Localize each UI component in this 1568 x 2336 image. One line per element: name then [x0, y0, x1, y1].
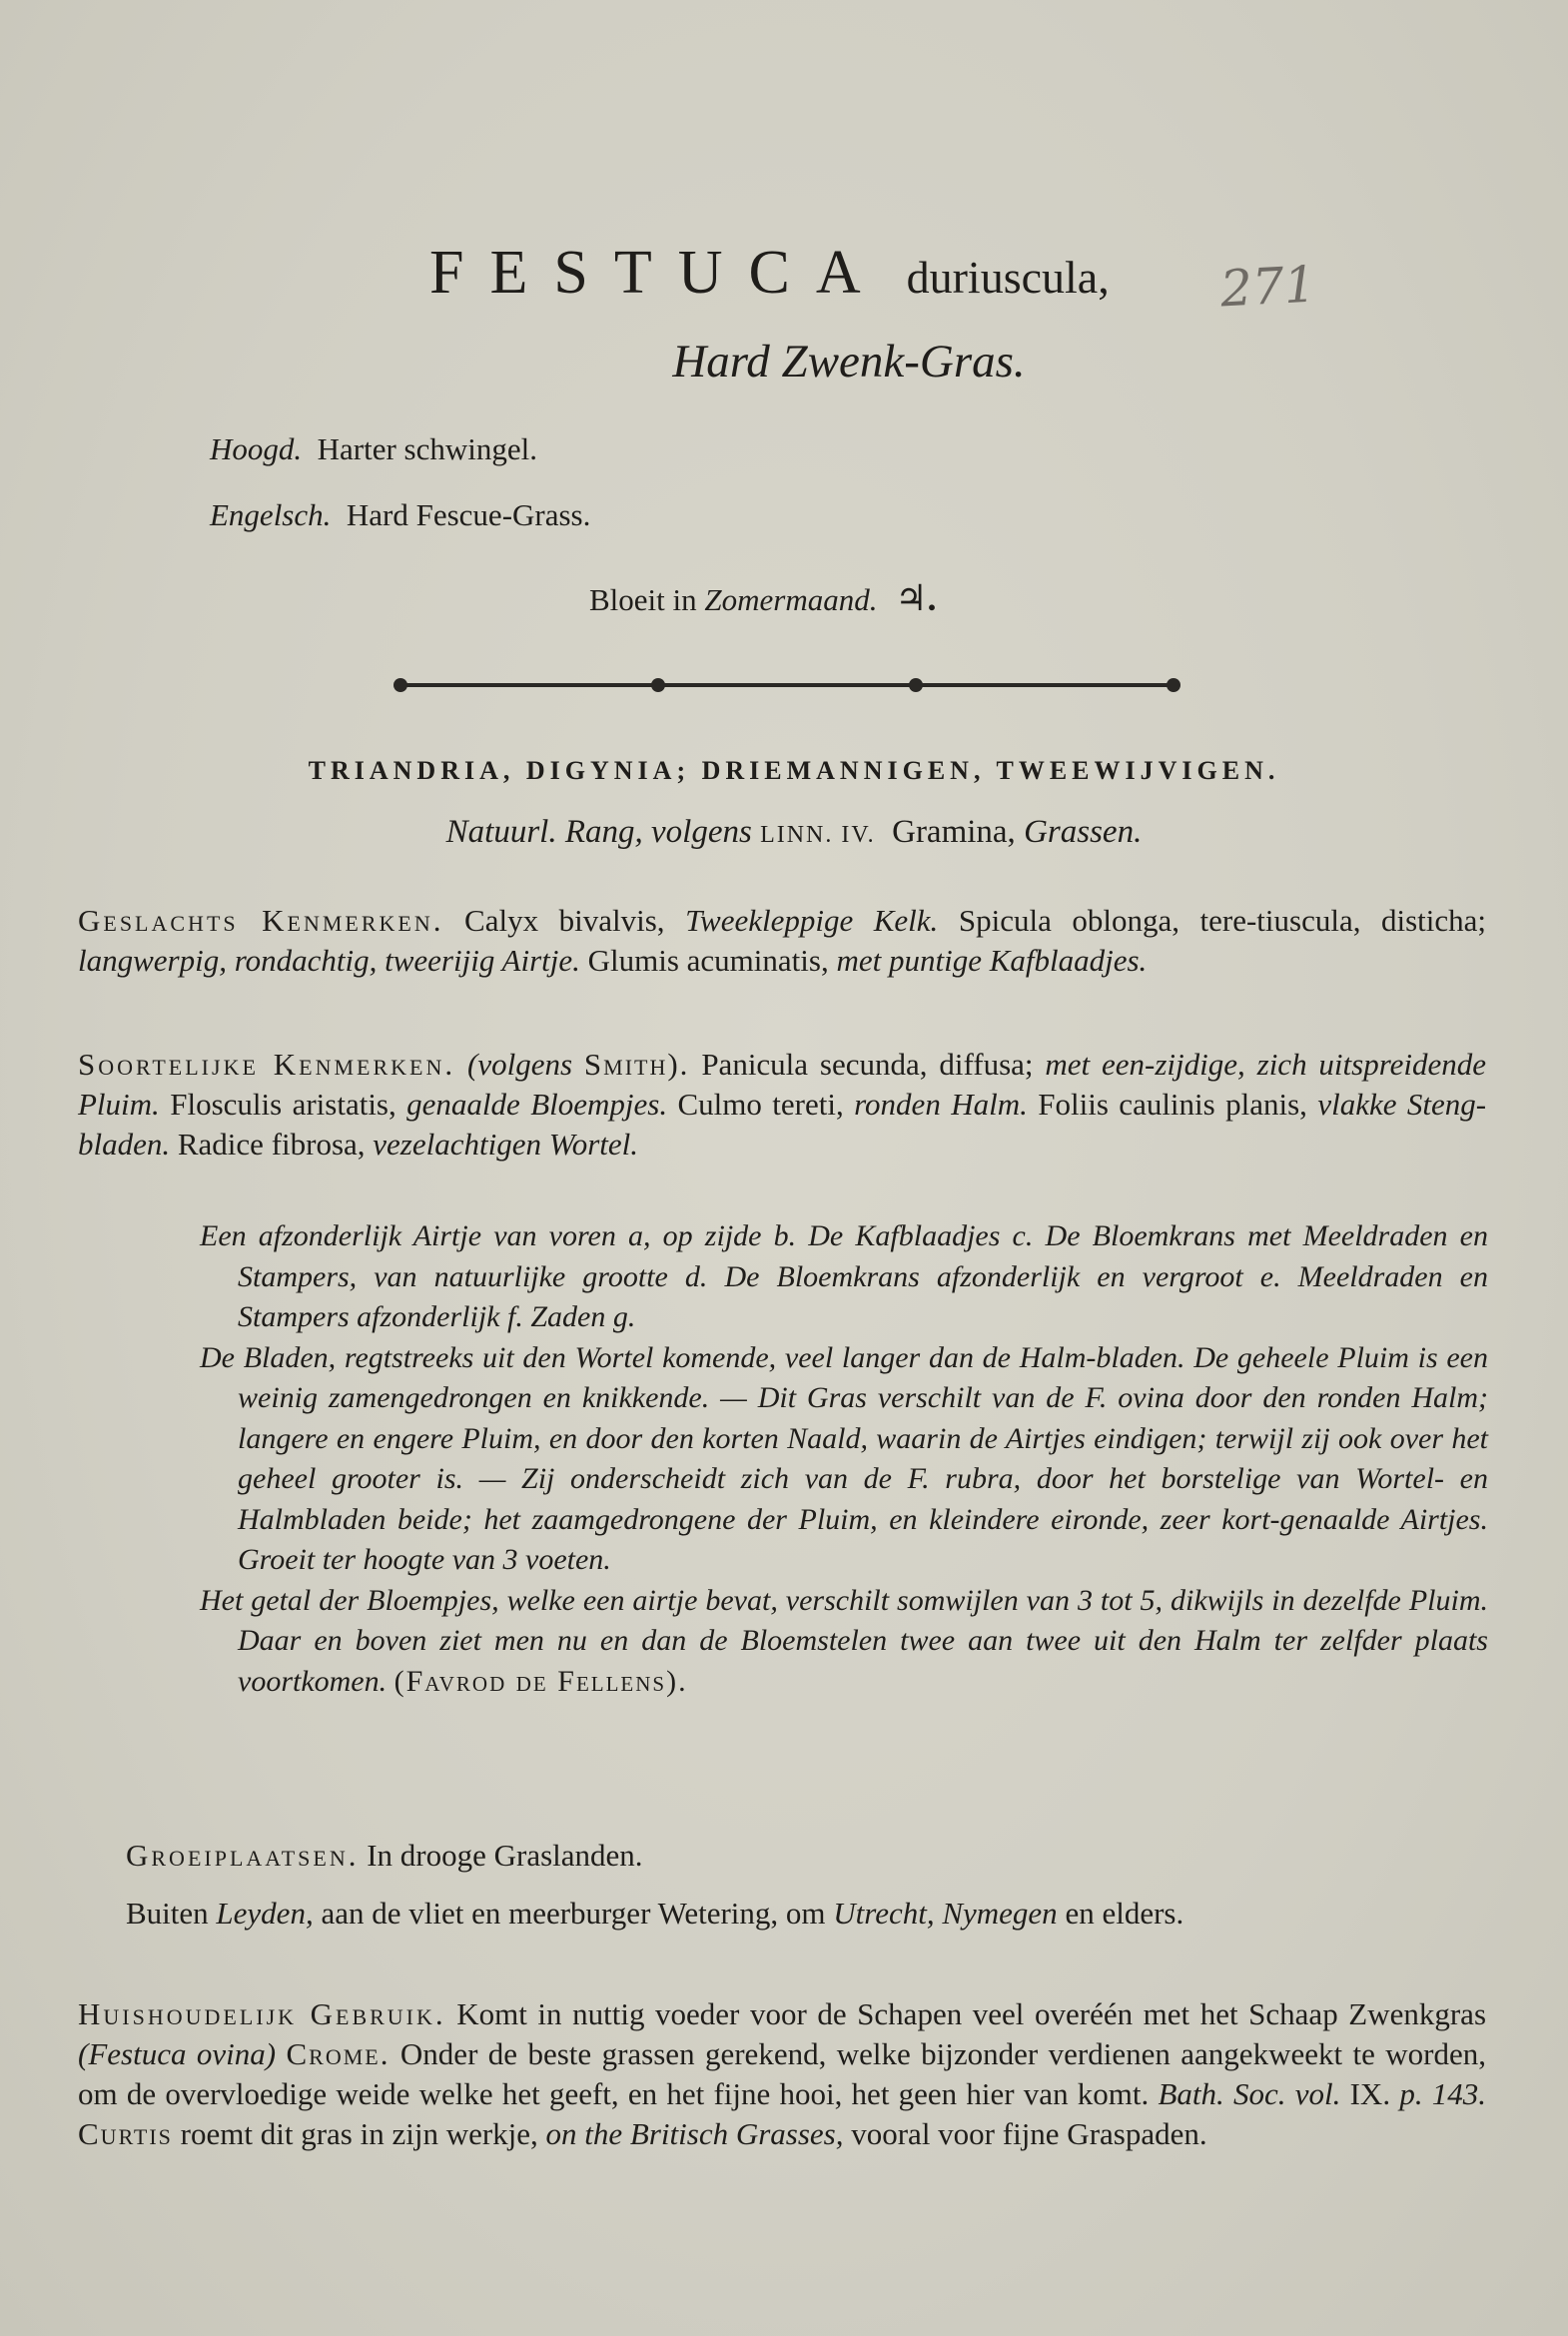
soortelijke-text: Culmo tereti,	[677, 1087, 844, 1122]
soortelijke-italic: met een-zijdige, zich uitspreidende Pluim.	[78, 1047, 1487, 1122]
page-title	[429, 238, 1110, 309]
huishoudelijk-page: p. 143.	[1399, 2076, 1487, 2111]
linnaean-class: TRIANDRIA, DIGYNIA; DRIEMANNIGEN, TWEEWIJVIGEN.	[308, 756, 1280, 785]
huishoudelijk-bath: Bath. Soc. vol.	[1158, 2076, 1341, 2111]
soortelijke-text: Flosculis aristatis,	[170, 1087, 396, 1122]
huishoudelijk-text: Komt in nuttig voeder voor de Schapen veel overéén met het Schaap Zwenkgras	[456, 1996, 1487, 2031]
favrod-text: Het getal der Bloempjes, welke een airtje bevat, verschilt somwijlen van 3 tot 5, dikwijls in dezelfde Pluim. Daar en boven ziet men nu en dan de Bloemstelen twee aan twee uit den Halm ter zelfder plaats voortkomen.	[200, 1583, 1488, 1698]
buiten-text: aan de vliet en meerburger Wetering, om	[321, 1896, 826, 1931]
rang-linn: LINN. IV.	[760, 822, 876, 848]
geslachts-italic: langwerpig, rondachtig, tweerijig Airtje.	[78, 943, 580, 978]
german-name-line	[210, 431, 537, 467]
divider-dot	[909, 678, 923, 692]
species-characters	[78, 1045, 1486, 1165]
natural-rank-line	[0, 814, 1568, 851]
bloeit-prefix: Bloeit in	[589, 582, 697, 617]
geslachts-text: Calyx bivalvis,	[464, 903, 665, 938]
huishoudelijk-festuca: (Festuca ovina)	[78, 2036, 277, 2071]
buiten-nymegen: Nymegen	[942, 1896, 1058, 1931]
huishoudelijk-text: roemt dit gras in zijn werkje,	[180, 2116, 538, 2151]
description-paragraph: De Bladen, regtstreeks uit den Wortel komende, veel langer dan de Halm-bladen. De geheele Pluim is een weinig zamengedrongen en knikkende. — Dit Gras verschilt van de F. ovina door den ronden Halm; langere en engere Pluim, en door den korten Naald, waarin de Airtjes eindigen; terwijl zij ook over het geheel grooter is. — Zij onderscheidt zich van de F. rubra, door het borstelige van Wortel- en Halmbladen beide; het zaamgedrongene der Pluim, en kleindere eironde, zeer kort-genaalde Airtjes. Groeit ter hoogte van 3 voeten.	[200, 1340, 1488, 1576]
handwritten-page-number: 271	[1218, 255, 1317, 319]
huishoudelijk-text: Onder de beste grassen gerekend, welke bijzonder verdienen aangekweekt te worden, om de overvloedige weide welke het geeft, en het fijne hooi, het geen hier van komt.	[78, 2036, 1487, 2111]
engelsch-label: Engelsch.	[210, 497, 332, 532]
localities-line	[126, 1896, 1183, 1932]
divider-dot	[1167, 678, 1180, 692]
buiten-utrecht: Utrecht,	[833, 1896, 935, 1931]
huishoudelijk-british: on the Britisch Grasses,	[545, 2116, 844, 2151]
geslachts-text: Spicula oblonga, tere-tiuscula, disticha;	[958, 903, 1487, 938]
soortelijke-italic: vezelachtigen Wortel.	[373, 1127, 639, 1162]
groeiplaatsen-text: In drooge Graslanden.	[367, 1838, 643, 1873]
bloeit-month: Zomermaand.	[704, 582, 878, 617]
geslachts-text: Glumis acuminatis,	[587, 943, 829, 978]
plate-description	[200, 1216, 1488, 1702]
flowering-line	[589, 577, 937, 619]
divider-dot	[651, 678, 665, 692]
geslachts-heading: Geslachts Kenmerken.	[78, 903, 444, 938]
hoogd-value: Harter schwingel.	[317, 431, 538, 466]
soortelijke-heading: Soortelijke Kenmerken.	[78, 1047, 456, 1082]
species-name: duriuscula,	[906, 252, 1110, 303]
hoogd-label: Hoogd.	[210, 431, 303, 466]
huishoudelijk-curtis: Curtis	[78, 2116, 173, 2151]
economic-use	[78, 1994, 1486, 2154]
soortelijke-smith: Smith).	[583, 1047, 690, 1082]
genus-characters	[78, 901, 1486, 981]
soortelijke-italic: ronden Halm.	[854, 1087, 1028, 1122]
huishoudelijk-crome: Crome.	[286, 2036, 391, 2071]
buiten-text: en elders.	[1065, 1896, 1184, 1931]
english-name-line	[210, 497, 590, 533]
geslachts-italic: Tweekleppige Kelk.	[685, 903, 939, 938]
soortelijke-text: Foliis caulinis planis,	[1038, 1087, 1307, 1122]
huishoudelijk-heading: Huishoudelijk Gebruik.	[78, 1996, 446, 2031]
huishoudelijk-text: vooral voor fijne Graspaden.	[851, 2116, 1207, 2151]
description-paragraph-favrod	[200, 1581, 1488, 1703]
engelsch-value: Hard Fescue-Grass.	[346, 497, 591, 532]
favrod-reference: (Favrod de Fellens).	[393, 1664, 688, 1698]
soortelijke-text: Radice fibrosa,	[177, 1127, 366, 1162]
rang-grassen: Grassen.	[1024, 814, 1143, 850]
soortelijke-volgens: (volgens	[467, 1047, 573, 1082]
ornamental-divider	[397, 683, 1176, 687]
soortelijke-italic: vlakke Steng-bladen.	[78, 1087, 1487, 1162]
buiten-text: Buiten	[126, 1896, 209, 1931]
genus-name: FESTUCA	[429, 239, 887, 307]
perennial-symbol: ♃.	[895, 578, 937, 618]
buiten-leyden: Leyden,	[216, 1896, 314, 1931]
figure-legend: Een afzonderlijk Airtje van voren a, op zijde b. De Kafblaadjes c. De Bloemkrans met Meeldraden en Stampers, van natuurlijke grootte d. De Bloemkrans afzonderlijk en vergroot e. Meeldraden en Stampers afzonderlijk f. Zaden g.	[200, 1219, 1488, 1333]
soortelijke-text: Panicula secunda, diffusa;	[701, 1047, 1034, 1082]
habitat-line	[126, 1838, 643, 1874]
huishoudelijk-vol: IX.	[1349, 2076, 1391, 2111]
divider-dot	[393, 678, 407, 692]
rang-gramina: Gramina,	[892, 814, 1016, 850]
geslachts-italic: met puntige Kafblaadjes.	[836, 943, 1148, 978]
soortelijke-italic: genaalde Bloempjes.	[406, 1087, 668, 1122]
dutch-common-name: Hard Zwenk-Gras.	[672, 336, 1026, 388]
rang-label: Natuurl. Rang, volgens	[445, 814, 752, 850]
groeiplaatsen-heading: Groeiplaatsen.	[126, 1838, 360, 1873]
